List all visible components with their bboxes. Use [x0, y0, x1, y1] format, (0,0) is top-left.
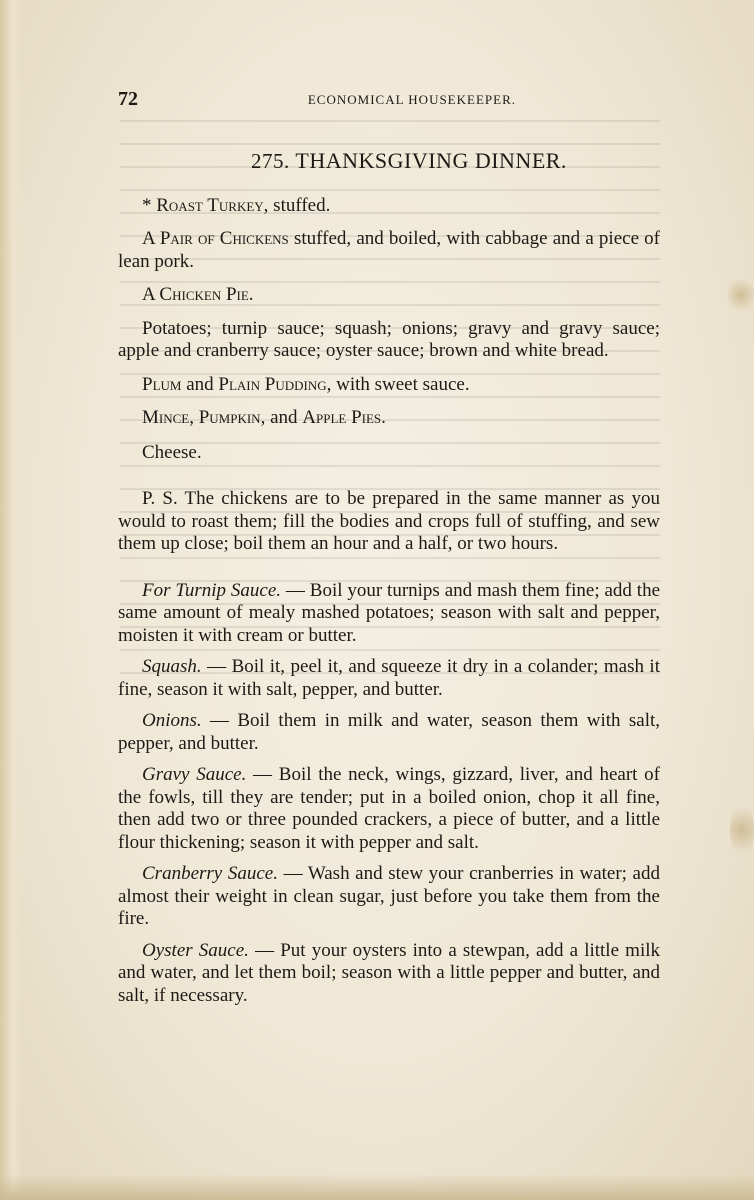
page-header	[118, 88, 516, 110]
menu-item-chickens: A Pair of Chickens stuffed, and boiled, with cabbage and a piece of lean pork.	[118, 228, 661, 272]
recipe-number: 275.	[251, 149, 290, 173]
sauce-cranberry: Cranberry Sauce. — Wash and stew your cranberries in water; add almost their weight in clean sugar, just before you take them from the fire.	[118, 863, 660, 929]
menu-item-turkey: * Roast Turkey, stuffed.	[142, 194, 331, 216]
page-body	[118, 150, 660, 1007]
sauce-onions: Onions. — Boil them in milk and water, season them with salt, pepper, and butter.	[118, 710, 660, 754]
page-edge-shadow	[0, 0, 22, 1200]
menu-item-sides: Potatoes; turnip sauce; squash; onions; gravy and gravy sauce; apple and cranberry sauce; oyster sauce; brown and white bread.	[118, 317, 660, 361]
menu-item-chicken-pie: A Chicken Pie.	[142, 284, 254, 305]
recipe-title-text: THANKSGIVING DINNER.	[295, 148, 567, 173]
menu-item-puddings: Plum and Plain Pudding, with sweet sauce.	[142, 373, 470, 395]
sauce-squash: Squash. — Boil it, peel it, and squeeze it dry in a colander; mash it fine, season it with salt, pepper, and butter.	[118, 656, 660, 700]
sauce-turnip: For Turnip Sauce. — Boil your turnips and mash them fine; add the same amount of mealy mashed potatoes; season with salt and pepper, moisten it with cream or butter.	[118, 579, 660, 646]
menu-list	[118, 195, 660, 1008]
page-number: 72	[118, 88, 138, 110]
running-head: ECONOMICAL HOUSEKEEPER.	[307, 92, 516, 107]
menu-item-pies: Mince, Pumpkin, and Apple Pies.	[142, 407, 386, 428]
postscript: P. S. The chickens are to be prepared in the same manner as you would to roast them; fill the bodies and crops full of stuffing, and sew them up close; boil them an hour and a half, or two hours.	[118, 488, 660, 554]
menu-item-cheese: Cheese.	[142, 441, 202, 463]
recipe-title	[158, 150, 660, 173]
paper-stain	[730, 800, 754, 860]
sauce-gravy: Gravy Sauce. — Boil the neck, wings, gizzard, liver, and heart of the fowls, till they are tender; put in a boiled onion, chop it all fine, then add two or three pounded crackers, a piece of butter, and a little flour thickening; season it with pepper and salt.	[118, 764, 660, 853]
page-bottom-shadow	[0, 1174, 754, 1200]
sauce-oyster: Oyster Sauce. — Put your oysters into a stewpan, add a little milk and water, and let them boil; season with a little pepper and butter, and salt, if necessary.	[118, 939, 660, 1006]
paper-stain	[728, 275, 754, 315]
